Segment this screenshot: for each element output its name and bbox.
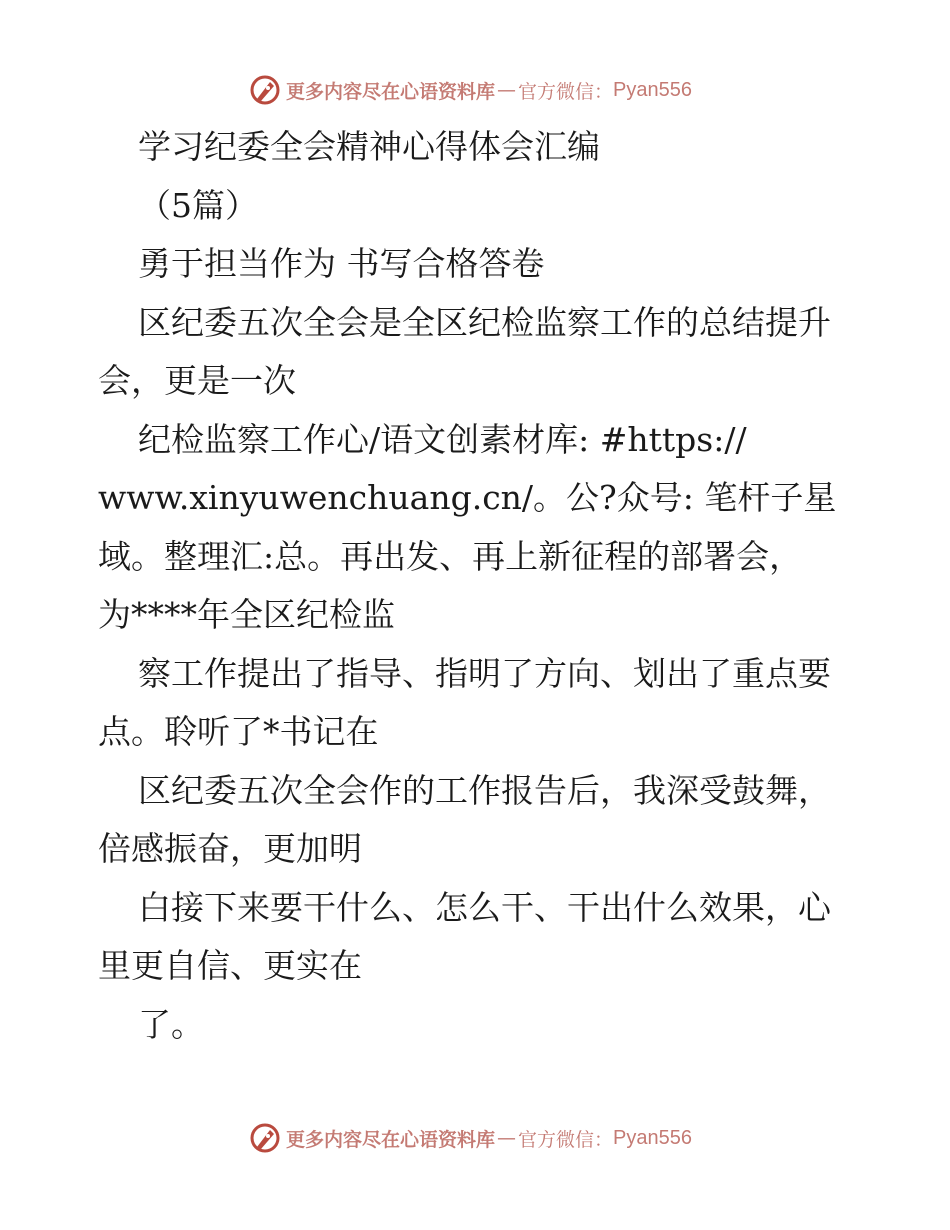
document-body [98,118,858,1054]
paragraph-line: 察工作提出了指导、指明了方向、划出了重点要 [138,653,831,693]
paragraph-line: 里更自信、更实在 [98,946,362,985]
header-wechat-id: Pyan556 [613,78,692,101]
paragraph-line: 纪检监察工作心/语文创素材库: #https:// [138,419,747,459]
header-wechat-label: 官方微信： [518,80,614,103]
header-banner [0,70,950,110]
document-subtitle: （5篇） [138,185,258,225]
footer-banner-separator: — [497,1127,517,1149]
paragraph-line: 区纪委五次全会作的工作报告后，我深受鼓舞， [138,770,831,810]
paragraph-line: 会，更是一次 [98,361,296,400]
footer-banner-content [248,1121,692,1155]
paragraph-line: 白接下来要干什么、怎么干、干出什么效果，心 [138,887,831,927]
paragraph-line: 为****年全区纪检监 [98,595,395,634]
paragraph-line: 点。聆听了*书记在 [98,712,379,751]
header-banner-content [248,73,692,107]
paragraph-line: 倍感振奋，更加明 [98,829,362,868]
document-title: 学习纪委全会精神心得体会汇编 [138,127,600,166]
header-banner-text: 更多内容尽在心语资料库 [286,80,496,103]
footer-wechat-id: Pyan556 [613,1126,692,1149]
pen-nib-logo-icon [248,1121,282,1155]
footer-wechat-label: 官方微信： [518,1128,614,1151]
article-heading: 勇于担当作为 书写合格答卷 [138,244,545,283]
header-banner-separator: — [497,79,517,101]
footer-banner [0,1118,950,1158]
paragraph-line: 区纪委五次全会是全区纪检监察工作的总结提升 [138,302,831,342]
paragraph-line: 了。 [138,1004,204,1044]
footer-banner-text: 更多内容尽在心语资料库 [286,1128,496,1151]
paragraph-line: www.xinyuwenchuang.cn/。公?众号: 笔杆子星 [98,478,837,517]
paragraph-line: 域。整理汇:总。再出发、再上新征程的部署会， [98,536,803,576]
pen-nib-logo-icon [248,73,282,107]
